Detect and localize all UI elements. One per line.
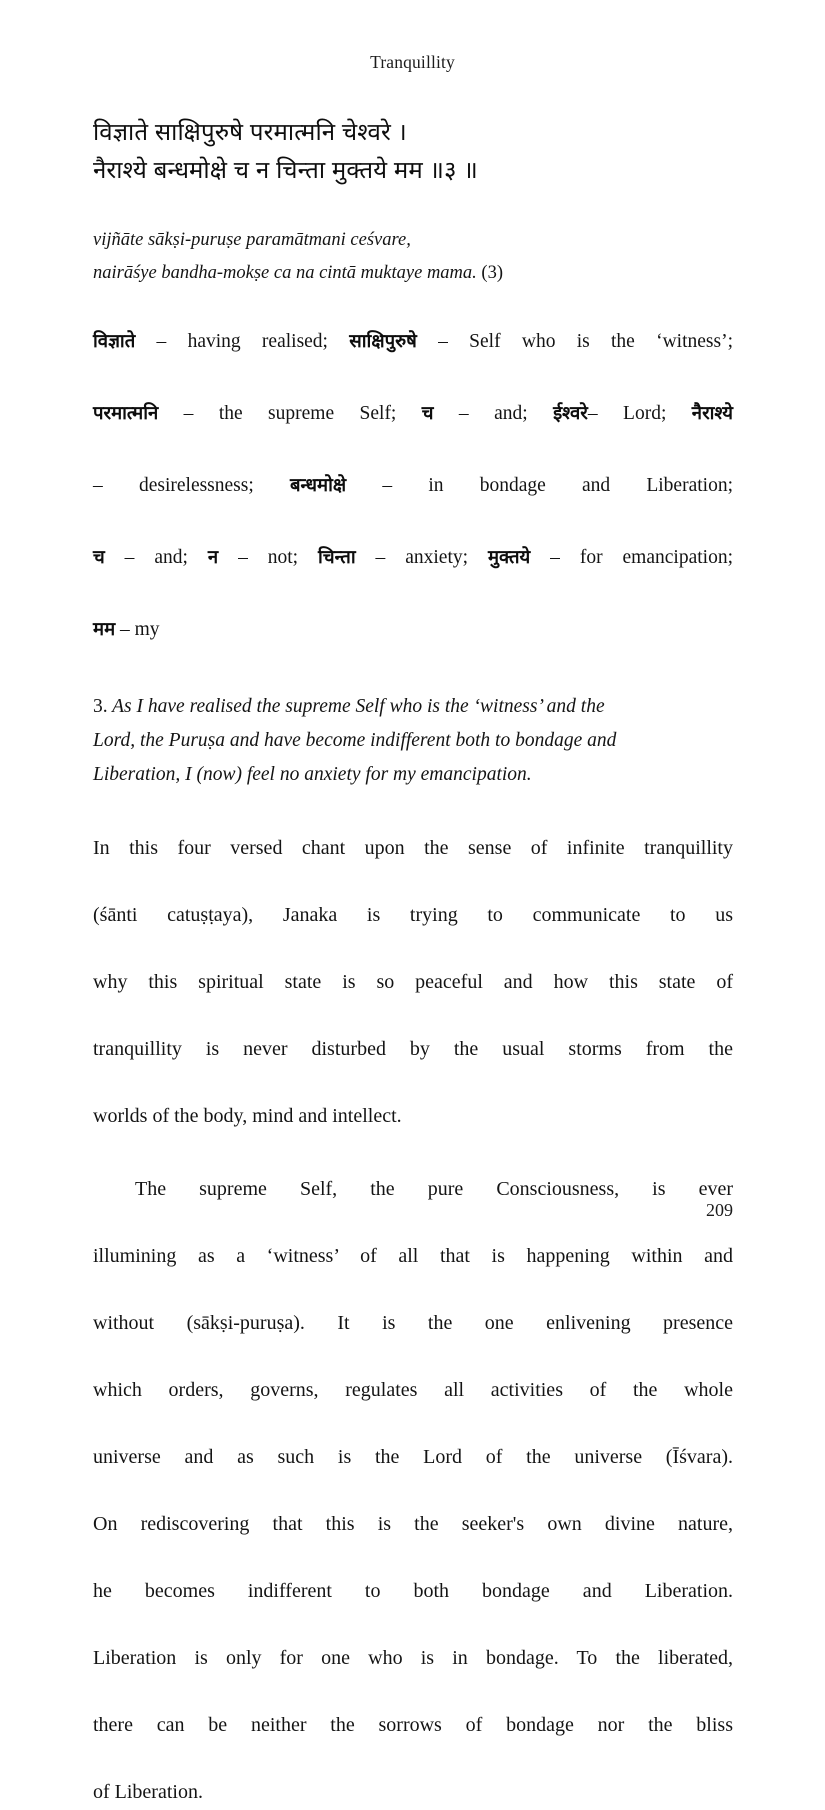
gloss-sanskrit-term: विज्ञाते: [93, 330, 136, 351]
gloss-meaning: – my: [115, 619, 160, 640]
gloss-meaning: – in bondage and Liberation;: [346, 475, 733, 496]
gloss-meaning: – having realised;: [135, 331, 350, 352]
commentary-line: why this spiritual state is so peaceful and how this state of: [93, 970, 733, 993]
commentary-line: there can be neither the sorrows of bondage nor the bliss: [93, 1714, 733, 1736]
commentary-line: tranquillity is never disturbed by the usual storms from the: [93, 1037, 733, 1060]
translation-line: Lord, the Puruṣa and have become indifferent both to bondage and: [93, 729, 617, 751]
gloss-meaning: – Self who is the ‘witness’;: [416, 331, 733, 352]
gloss-sanskrit-term: मम: [93, 618, 116, 639]
gloss-meaning: – and;: [433, 403, 554, 424]
commentary-section: [93, 792, 733, 1810]
commentary-line: worlds of the body, mind and intellect.: [93, 1104, 402, 1127]
gloss-sanskrit-term: मुक्तये: [487, 546, 531, 567]
gloss-sanskrit-term: च: [93, 546, 105, 567]
translation-text: As I have realised the supreme Self who is the ‘witness’ and the: [107, 695, 605, 717]
gloss-sanskrit-term: बन्धमोक्षे: [289, 474, 347, 495]
commentary-line: which orders, governs, regulates all activities of the whole: [93, 1379, 733, 1401]
sanskrit-verse: [93, 100, 733, 190]
commentary-line: of Liberation.: [93, 1781, 203, 1803]
gloss-sanskrit-term: साक्षिपुरुषे: [349, 330, 417, 351]
gloss-line: [93, 539, 733, 611]
verse-line: नैराश्ये बन्धमोक्षे च न चिन्ता मुक्तये मम ॥३ ॥: [93, 157, 478, 184]
commentary-line: (śānti catuṣṭaya), Janaka is trying to communicate to us: [93, 903, 733, 926]
gloss-meaning: – for emancipation;: [530, 547, 733, 568]
verse-translation: [93, 648, 733, 792]
word-by-word-gloss: [93, 290, 733, 648]
gloss-meaning: – Lord;: [587, 403, 692, 424]
gloss-sanskrit-term: ईश्वरे: [553, 402, 588, 423]
page-number: 209: [706, 1200, 733, 1220]
gloss-meaning: – anxiety;: [355, 547, 488, 568]
commentary-line: In this four versed chant upon the sense of infinite tranquillity: [93, 836, 733, 859]
gloss-line: [93, 467, 733, 539]
gloss-line: [93, 395, 733, 467]
commentary-line: he becomes indifferent to both bondage and Liberation.: [93, 1580, 733, 1602]
gloss-line: [93, 323, 733, 395]
verse-line: विज्ञाते साक्षिपुरुषे परमात्मनि चेश्वरे ।: [93, 119, 407, 146]
commentary-paragraph: [93, 792, 733, 1134]
gloss-sanskrit-term: न: [207, 546, 219, 567]
gloss-sanskrit-term: चिन्ता: [318, 546, 356, 567]
translation-line: Liberation, I (now) feel no anxiety for my emancipation.: [93, 763, 532, 785]
gloss-sanskrit-term: नैराश्ये: [691, 402, 734, 423]
verse-number-value: (3): [481, 263, 503, 283]
transliteration-text: nairāśye bandha-mokṣe ca na cintā muktaye mama.: [93, 263, 477, 283]
transliteration-line: vijñāte sākṣi-puruṣe paramātmani ceśvare,: [93, 230, 411, 250]
gloss-meaning: – and;: [104, 547, 208, 568]
gloss-meaning: – not;: [218, 547, 319, 568]
commentary-line: without (sākṣi-puruṣa). It is the one enlivening presence: [93, 1312, 733, 1334]
gloss-meaning: – the supreme Self;: [158, 403, 422, 424]
translation-number: 3.: [93, 695, 108, 717]
commentary-line: Liberation is only for one who is in bondage. To the liberated,: [93, 1647, 733, 1669]
gloss-line: [93, 611, 733, 648]
translation-line: [93, 690, 733, 724]
commentary-line: universe and as such is the Lord of the universe (Īśvara).: [93, 1446, 733, 1468]
gloss-meaning: – desirelessness;: [93, 475, 290, 496]
commentary-paragraph: [93, 1133, 733, 1810]
commentary-line: On rediscovering that this is the seeker's own divine nature,: [93, 1513, 733, 1535]
transliteration-line: [93, 257, 733, 290]
transliteration-block: [93, 190, 733, 290]
gloss-sanskrit-term: परमात्मनि: [93, 402, 159, 423]
commentary-line: illumining as a ‘witness’ of all that is happening within and: [93, 1245, 733, 1267]
commentary-line: The supreme Self, the pure Consciousness, is ever: [135, 1178, 733, 1200]
running-head: Tranquillity: [370, 52, 455, 72]
text-column: [93, 100, 733, 1810]
gloss-sanskrit-term: च: [421, 402, 434, 423]
